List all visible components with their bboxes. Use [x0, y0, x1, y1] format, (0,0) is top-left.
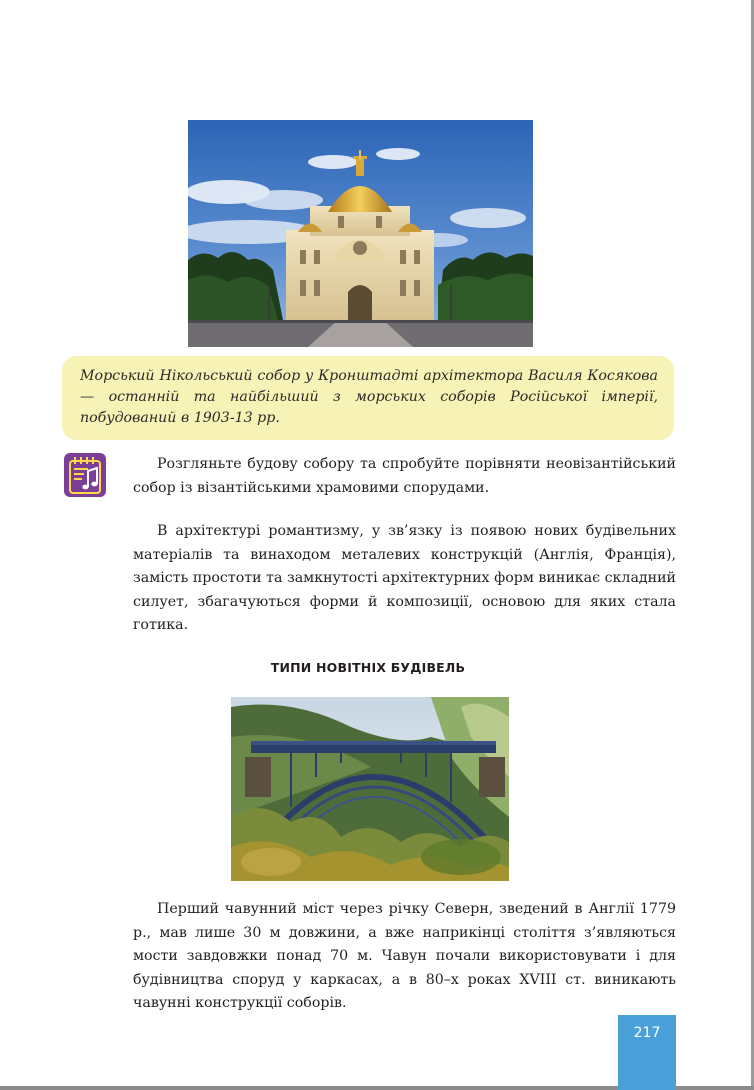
bridge-paragraph: Перший чавунний міст через річку Северн, зведений в Англії 1779 р., мав лише 30 м довжини, а вже наприкінці століття з’являються мости завдовжки понад 70 м. Чавун почали використовувати і для будівництва споруд у каркасах, а в 80–х роках XVIII ст. виникають чавунні конструкції соборів.	[133, 901, 676, 1011]
page-number: 217	[633, 1025, 661, 1041]
iron-bridge-photo	[231, 697, 509, 881]
page-number-tab	[618, 1015, 676, 1090]
romanticism-paragraph: В архітектурі романтизму, у зв’язку із появою нових будівельних матеріалів та винаходом металевих конструкцій (Англія, Франція), замість простоти та замкнутості архітектурних форм виникає складний силует, збагачуються форми й композиції, основою для яких стала готика.	[133, 523, 676, 633]
caption-box	[62, 356, 674, 440]
section-heading: ТИПИ НОВІТНІХ БУДІВЕЛЬ	[270, 660, 466, 675]
cathedral-caption: Морський Нікольський собор у Кронштадті архітектора Василя Косякова — останній та найбільший з морських соборів Російської імперії, побудований в 1903-13 рр.	[80, 368, 658, 426]
cathedral-photo	[188, 120, 533, 347]
notebook-music-icon	[64, 453, 106, 497]
task-paragraph: Розгляньте будову собору та спробуйте порівняти неовізантійський собор із візантійськими храмовими спорудами.	[133, 456, 676, 496]
